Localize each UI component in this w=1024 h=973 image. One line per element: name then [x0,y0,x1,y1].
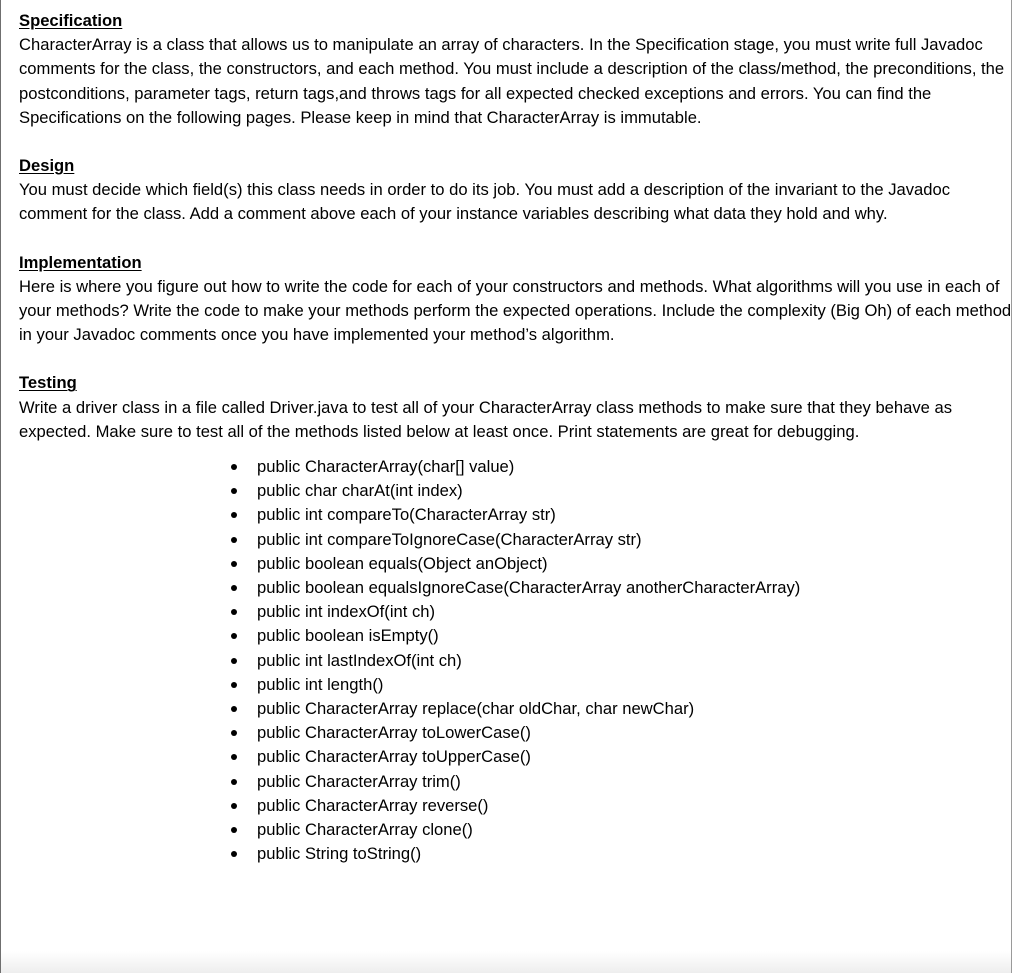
section-heading: Testing [19,373,77,393]
method-list-item [231,697,1014,721]
bullet-icon [231,754,237,760]
method-list-item [231,770,1014,794]
method-signature: public boolean equalsIgnoreCase(CharacterArray anotherCharacterArray) [257,578,801,598]
section-heading: Specification [19,11,123,30]
method-list-item [231,624,1014,648]
testing-section [19,371,1014,866]
bullet-icon [231,585,237,591]
bullet-icon [231,851,237,857]
section-heading: Implementation [19,252,142,272]
section-body: CharacterArray is a class that allows us to manipulate an array of characters. In the Specification stage, you must write full Javadoc comments for the class, the constructors, and each method. You must include a description of the class/method, the preconditions, the postconditions, parameter tags, return tags,and throws tags for all expected checked exceptions and errors. You can find the Specifications on the following pages. Please keep in mind that CharacterArray is immutable. [19,35,1005,127]
method-signature: public String toString() [257,844,422,864]
right-gutter [1012,0,1024,973]
bullet-icon [231,633,237,639]
bullet-icon [231,561,237,567]
bullet-icon [231,827,237,833]
section-body: You must decide which field(s) this class needs in order to do its job. You must add a description of the invariant to the Javadoc comment for the class. Add a comment above each of your instance variables describing what data they hold and why. [19,180,951,224]
bullet-icon [231,706,237,712]
method-list-item [231,721,1014,745]
bullet-icon [231,803,237,809]
bullet-icon [231,658,237,664]
method-list-item [231,576,1014,600]
section-body: Here is where you figure out how to write the code for each of your constructors and methods. What algorithms will you use in each of your methods? Write the code to make your methods perform the expected operations. Include the complexity (Big Oh) of each method in your Javadoc comments once you have implemented your method’s algorithm. [19,276,1012,345]
method-list-item [231,649,1014,673]
method-signature: public boolean isEmpty() [257,626,439,646]
bullet-icon [231,488,237,494]
method-list-item [231,600,1014,624]
page-bottom-shade [1,951,1011,973]
method-list-item [231,745,1014,769]
method-list-item [231,673,1014,697]
method-signature: public CharacterArray toLowerCase() [257,723,531,743]
specification-section [19,9,1014,130]
bullet-icon [231,537,237,543]
method-signature: public CharacterArray reverse() [257,795,489,815]
method-signature: public CharacterArray replace(char oldChar, char newChar) [257,699,695,719]
method-signature: public CharacterArray toUpperCase() [257,747,531,767]
method-signature: public int compareToIgnoreCase(CharacterArray str) [257,529,642,549]
method-signature: public boolean equals(Object anObject) [257,553,548,573]
method-list-item [231,794,1014,818]
section-heading: Design [19,156,75,176]
bullet-icon [231,682,237,688]
method-signature: public CharacterArray clone() [257,820,473,840]
method-list [19,455,1014,866]
bullet-icon [231,779,237,785]
bullet-icon [231,464,237,470]
method-signature: public int lastIndexOf(int ch) [257,650,462,670]
method-list-item [231,479,1014,503]
bullet-icon [231,609,237,615]
document-content [19,9,1014,891]
method-list-item [231,503,1014,527]
method-signature: public int length() [257,674,384,694]
method-signature: public char charAt(int index) [257,481,463,501]
method-list-item [231,455,1014,479]
method-signature: public CharacterArray(char[] value) [257,457,515,477]
method-signature: public int compareTo(CharacterArray str) [257,505,556,525]
bullet-icon [231,730,237,736]
method-list-item [231,842,1014,866]
method-list-item [231,818,1014,842]
method-list-item [231,528,1014,552]
bullet-icon [231,512,237,518]
design-section [19,154,1014,227]
section-body: Write a driver class in a file called Driver.java to test all of your CharacterArray class methods to make sure that they behave as expected. Make sure to test all of the methods listed below at least once. Print statements are great for debugging. [19,397,953,441]
method-list-item [231,552,1014,576]
implementation-section [19,251,1014,348]
method-signature: public CharacterArray trim() [257,771,461,791]
method-signature: public int indexOf(int ch) [257,602,436,622]
